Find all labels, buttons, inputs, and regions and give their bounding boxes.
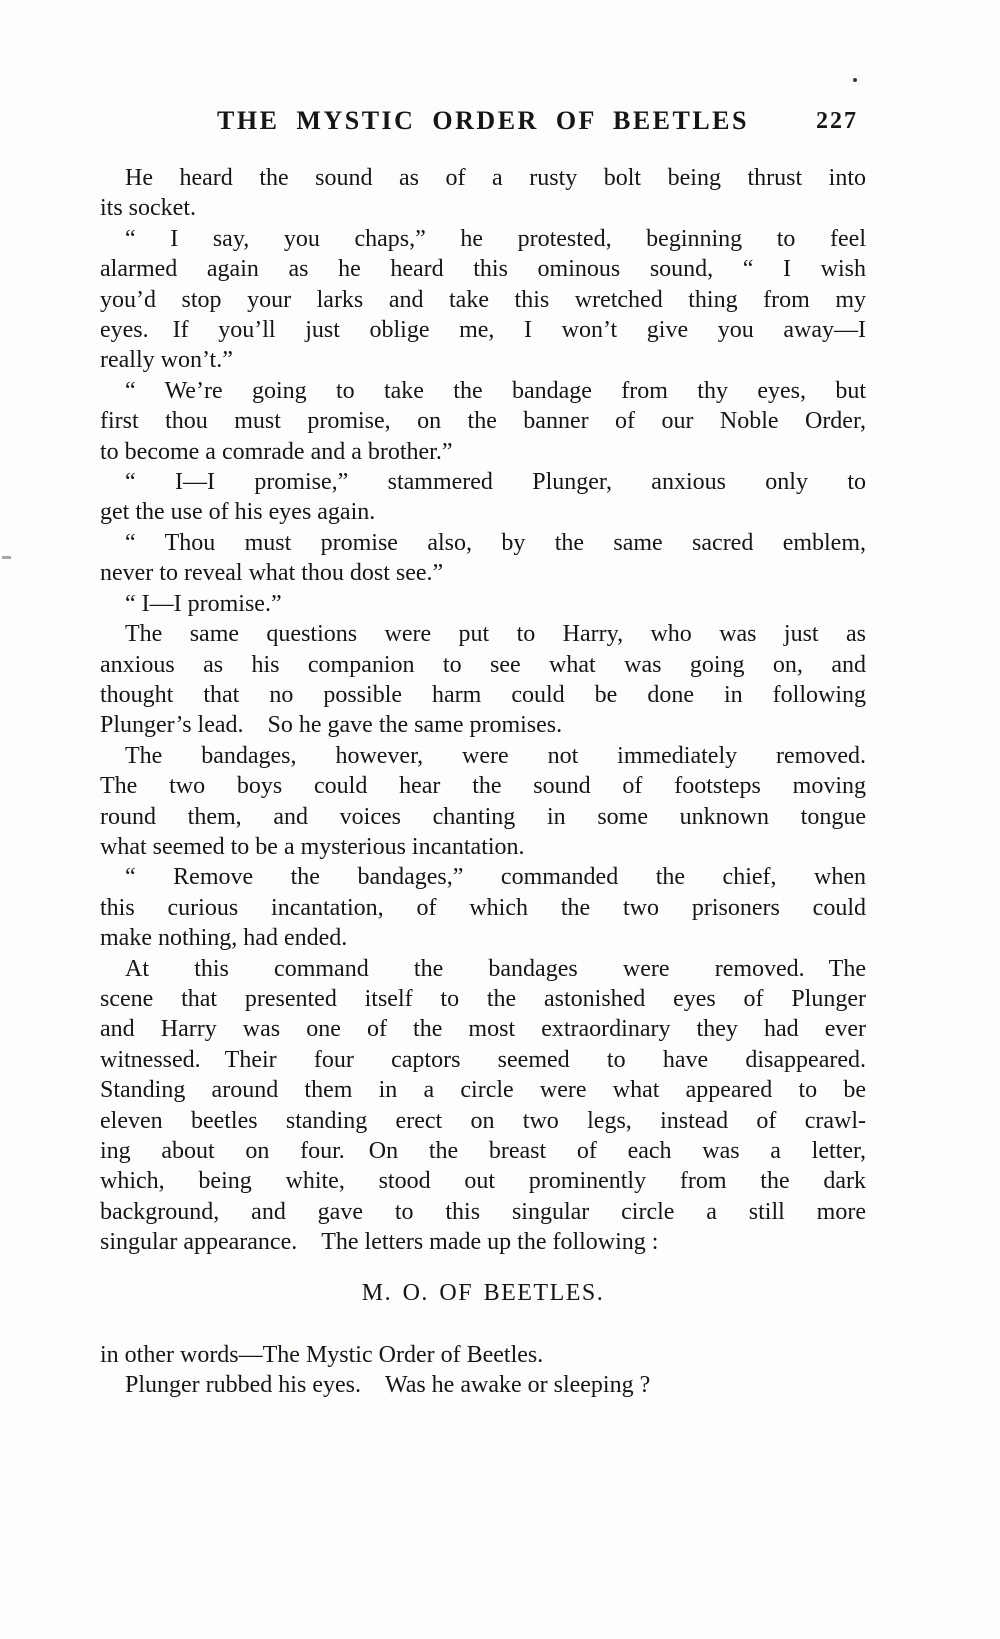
- text-line: eleven beetles standing erect on two legs, instead of crawl-: [100, 1107, 866, 1134]
- text-line: The same questions were put to Harry, who was just as: [125, 621, 866, 648]
- text-line: At this command the bandages were removed. The: [125, 955, 866, 982]
- text-line: “ I—I promise,” stammered Plunger, anxious only to: [125, 469, 866, 496]
- text-line: ing about on four. On the breast of each was a letter,: [100, 1138, 866, 1164]
- scan-speck: [2, 556, 11, 559]
- text-line: background, and gave to this singular circle a still more: [100, 1198, 866, 1225]
- text-line: Standing around them in a circle were what appeared to be: [100, 1077, 866, 1104]
- running-head: [100, 106, 866, 140]
- text-line: in other words—The Mystic Order of Beetles.: [100, 1342, 544, 1369]
- page-number: 227: [816, 108, 858, 134]
- text-line: its socket.: [100, 195, 196, 222]
- paragraph: [100, 1340, 866, 1370]
- text-line: singular appearance. The letters made up the following :: [100, 1229, 659, 1256]
- text-line: what seemed to be a mysterious incantation.: [100, 833, 525, 860]
- text-line: this curious incantation, of which the two prisoners could: [100, 894, 866, 921]
- text-line: to become a comrade and a brother.”: [100, 438, 453, 465]
- paragraph: [100, 741, 866, 863]
- text-line: “ We’re going to take the bandage from thy eyes, but: [125, 377, 866, 404]
- text-line: round them, and voices chanting in some unknown tongue: [100, 803, 866, 830]
- text-line: you’d stop your larks and take this wretched thing from my: [100, 286, 866, 313]
- text-line: alarmed again as he heard this ominous sound, “ I wish: [100, 256, 866, 283]
- text-line: thought that no possible harm could be done in following: [100, 681, 866, 708]
- paragraph: [100, 862, 866, 953]
- text-line: get the use of his eyes again.: [100, 499, 376, 526]
- paragraph: [100, 619, 866, 741]
- text-line: “ I say, you chaps,” he protested, beginning to feel: [125, 225, 866, 252]
- text-line: Plunger rubbed his eyes. Was he awake or sleeping ?: [125, 1372, 651, 1399]
- paragraph: [100, 467, 866, 528]
- paragraph: [100, 376, 866, 467]
- text-line: make nothing, had ended.: [100, 925, 348, 952]
- text-line: anxious as his companion to see what was going on, and: [100, 651, 866, 678]
- text-line: “ Thou must promise also, by the same sacred emblem,: [125, 529, 866, 556]
- text-line: scene that presented itself to the astonished eyes of Plunger: [100, 985, 866, 1012]
- display-line: M. O. OF BEETLES.: [361, 1279, 605, 1306]
- text-line: never to reveal what thou dost see.”: [100, 560, 444, 587]
- text-line: The two boys could hear the sound of footsteps moving: [100, 773, 866, 800]
- text-line: Plunger’s lead. So he gave the same promises.: [100, 712, 563, 739]
- text-line: and Harry was one of the most extraordinary they had ever: [100, 1016, 866, 1043]
- paragraph: [100, 589, 866, 619]
- text-line: really won’t.”: [100, 347, 233, 374]
- page-title: THE MYSTIC ORDER OF BEETLES: [217, 106, 749, 135]
- text-line: “ Remove the bandages,” commanded the chief, when: [125, 864, 866, 891]
- page-body: [100, 163, 866, 1401]
- text-line: “ I—I promise.”: [125, 590, 282, 617]
- text-line: The bandages, however, were not immediately removed.: [125, 742, 866, 769]
- paragraph: [100, 163, 866, 224]
- scan-speck: [853, 78, 857, 82]
- text-line: He heard the sound as of a rusty bolt being thrust into: [125, 165, 866, 191]
- text-line: first thou must promise, on the banner of our Noble Order,: [100, 408, 866, 435]
- text-line: which, being white, stood out prominently from the dark: [100, 1168, 866, 1195]
- paragraph: [100, 1370, 866, 1400]
- paragraph: [100, 528, 866, 589]
- paragraph: [100, 224, 866, 376]
- paragraph: [100, 954, 866, 1258]
- text-line: witnessed. Their four captors seemed to have disappeared.: [100, 1046, 866, 1073]
- text-line: eyes. If you’ll just oblige me, I won’t give you away—I: [100, 317, 866, 344]
